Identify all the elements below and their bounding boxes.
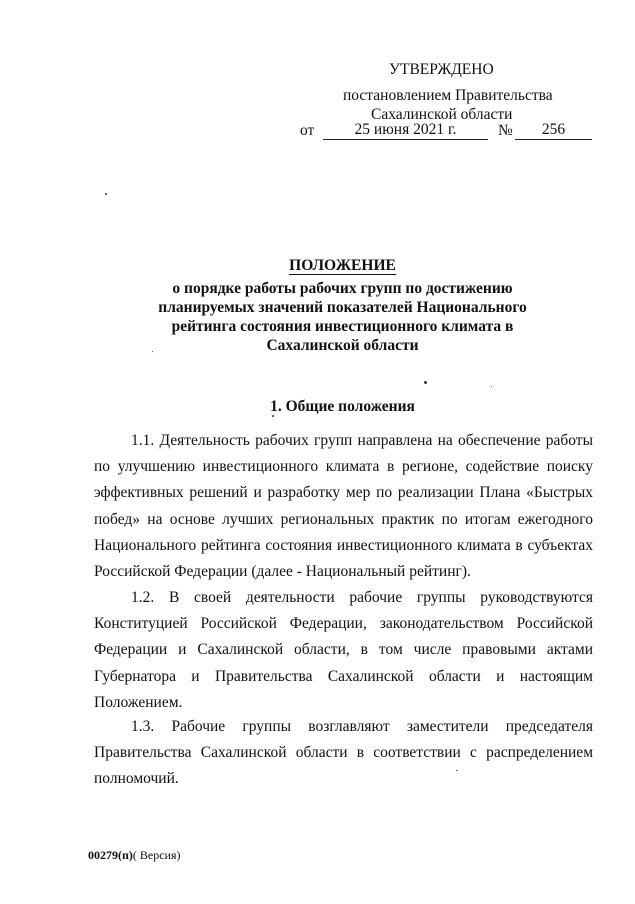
paragraph-1-1: 1.1. Деятельность рабочих групп направлена на обеспечение работы по улучшению инвестиционного климата в регионе, содействие поиску эффективных решений и разработку мер по реализации Плана «Быстрых побед» на основе лучших региональных практик по итогам ежегодного Национального рейтинга состояния инвестиционного климата в субъектах Российской Федерации (далее - Национальный рейтинг).: [94, 432, 593, 581]
subtitle-line: о порядке работы рабочих групп по достижению: [172, 280, 513, 297]
paragraph-1-3: 1.3. Рабочие группы возглавляют заместители председателя Правительства Сахалинской области в соответствии с распределением полномочий.: [94, 718, 593, 788]
approval-date-row: [300, 122, 600, 144]
scan-speck: [152, 351, 153, 352]
scan-speck: [491, 386, 492, 387]
subtitle-line: Сахалинской области: [266, 337, 419, 354]
subtitle-line: рейтинга состояния инвестиционного климата в: [171, 318, 514, 335]
footer-code: [88, 848, 181, 863]
footer-version: ( Версия): [132, 848, 181, 862]
number-label: №: [498, 122, 513, 139]
from-label: от: [300, 122, 315, 139]
scan-speck: [456, 770, 458, 771]
approval-decree-line1: постановлением Правительства: [343, 87, 553, 104]
section-heading: 1. Общие положения: [270, 398, 415, 415]
footer-doc-code: 00279(п): [88, 848, 133, 862]
subtitle-line: планируемых значений показателей Национального: [158, 299, 527, 316]
decree-date: 25 июня 2021 г.: [323, 122, 488, 140]
document-subtitle: [100, 279, 585, 355]
document-title: [100, 256, 585, 275]
scan-speck: [105, 193, 107, 195]
decree-number: 256: [515, 122, 592, 140]
scan-speck: [272, 415, 274, 417]
document-title-text: ПОЛОЖЕНИЕ: [289, 257, 396, 274]
scan-speck: [424, 381, 427, 384]
approval-stamp-title: УТВЕРЖДЕНО: [389, 61, 494, 78]
approval-decree-line2: Сахалинской области: [371, 106, 513, 123]
paragraph-1-2: 1.2. В своей деятельности рабочие группы руководствуются Конституцией Российской Федерации, законодательством Российской Федерации и Сахалинской области, в том числе правовыми актами Губернатора и Правительства Сахалинской области и настоящим Положением.: [94, 589, 593, 711]
